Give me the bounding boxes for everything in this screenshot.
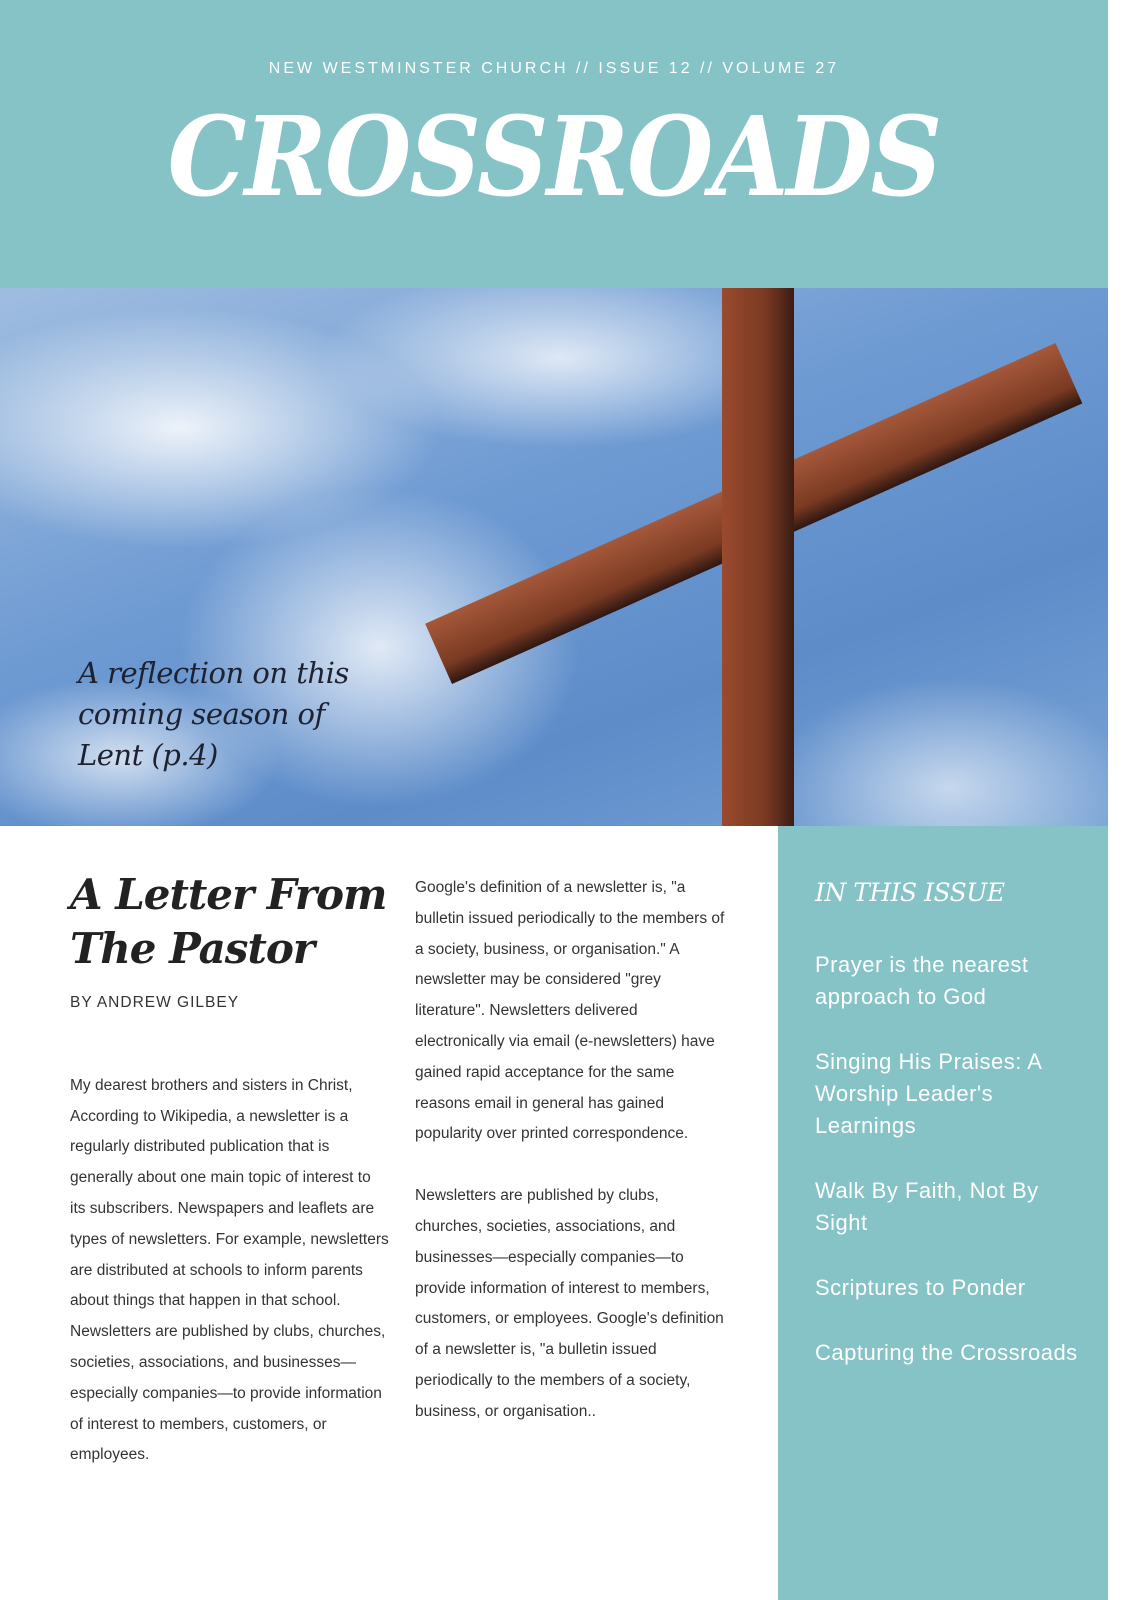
in-this-issue-sidebar — [778, 826, 1108, 1600]
hero-image-cross-sky — [0, 288, 1108, 826]
article-paragraph: My dearest brothers and sisters in Christ, According to Wikipedia, a newsletter is a regularly distributed publication that is generally about one main topic of interest to its subscribers. Newspapers and leaflets are types of newsletters. For example, newsletters are distributed at schools to inform parents about things that happen in that school. Newsletters are published by clubs, churches, societies, associations, and businesses—especially companies—to provide information of interest to members, customers, or employees. — [70, 1076, 389, 1464]
article-column-1 — [70, 868, 390, 1471]
issue-kicker: NEW WESTMINSTER CHURCH // ISSUE 12 // VOLUME 27 — [268, 60, 840, 77]
contents-item[interactable]: Walk By Faith, Not By Sight — [815, 1178, 1039, 1235]
hero-caption: A reflection on this coming season of Lent (p.4) — [78, 656, 349, 772]
contents-item[interactable]: Scriptures to Ponder — [815, 1275, 1026, 1300]
article-byline: BY ANDREW GILBEY — [70, 994, 240, 1011]
article-paragraph: Google's definition of a newsletter is, "a bulletin issued periodically to the members of a society, business, or organisation." A newsletter may be considered "grey literature". Newsletters delivered electronically via email (e-newsletters) have gained rapid acceptance for the same reasons email in general has gained popularity over printed correspondence. — [415, 879, 725, 1143]
article-paragraph: Newsletters are published by clubs, churches, societies, associations, and businesses—especially companies—to provide information of interest to members, customers, or employees. Google's definition of a newsletter is, "a bulletin issued periodically to the members of a society, business, or organisation.. — [415, 1187, 724, 1420]
contents-item[interactable]: Prayer is the nearest approach to God — [815, 952, 1029, 1009]
issue-contents-list — [815, 949, 1095, 1402]
article-title: A Letter From The Pastor — [70, 870, 387, 973]
contents-item[interactable]: Capturing the Crossroads — [815, 1340, 1078, 1365]
contents-item[interactable]: Singing His Praises: A Worship Leader's Learnings — [815, 1049, 1042, 1138]
newsletter-title: CROSSROADS — [167, 92, 941, 221]
cross-upright — [722, 288, 794, 826]
sidebar-heading: IN THIS ISSUE — [815, 878, 1005, 907]
masthead-header — [0, 0, 1108, 288]
article-column-2 — [415, 873, 730, 1459]
